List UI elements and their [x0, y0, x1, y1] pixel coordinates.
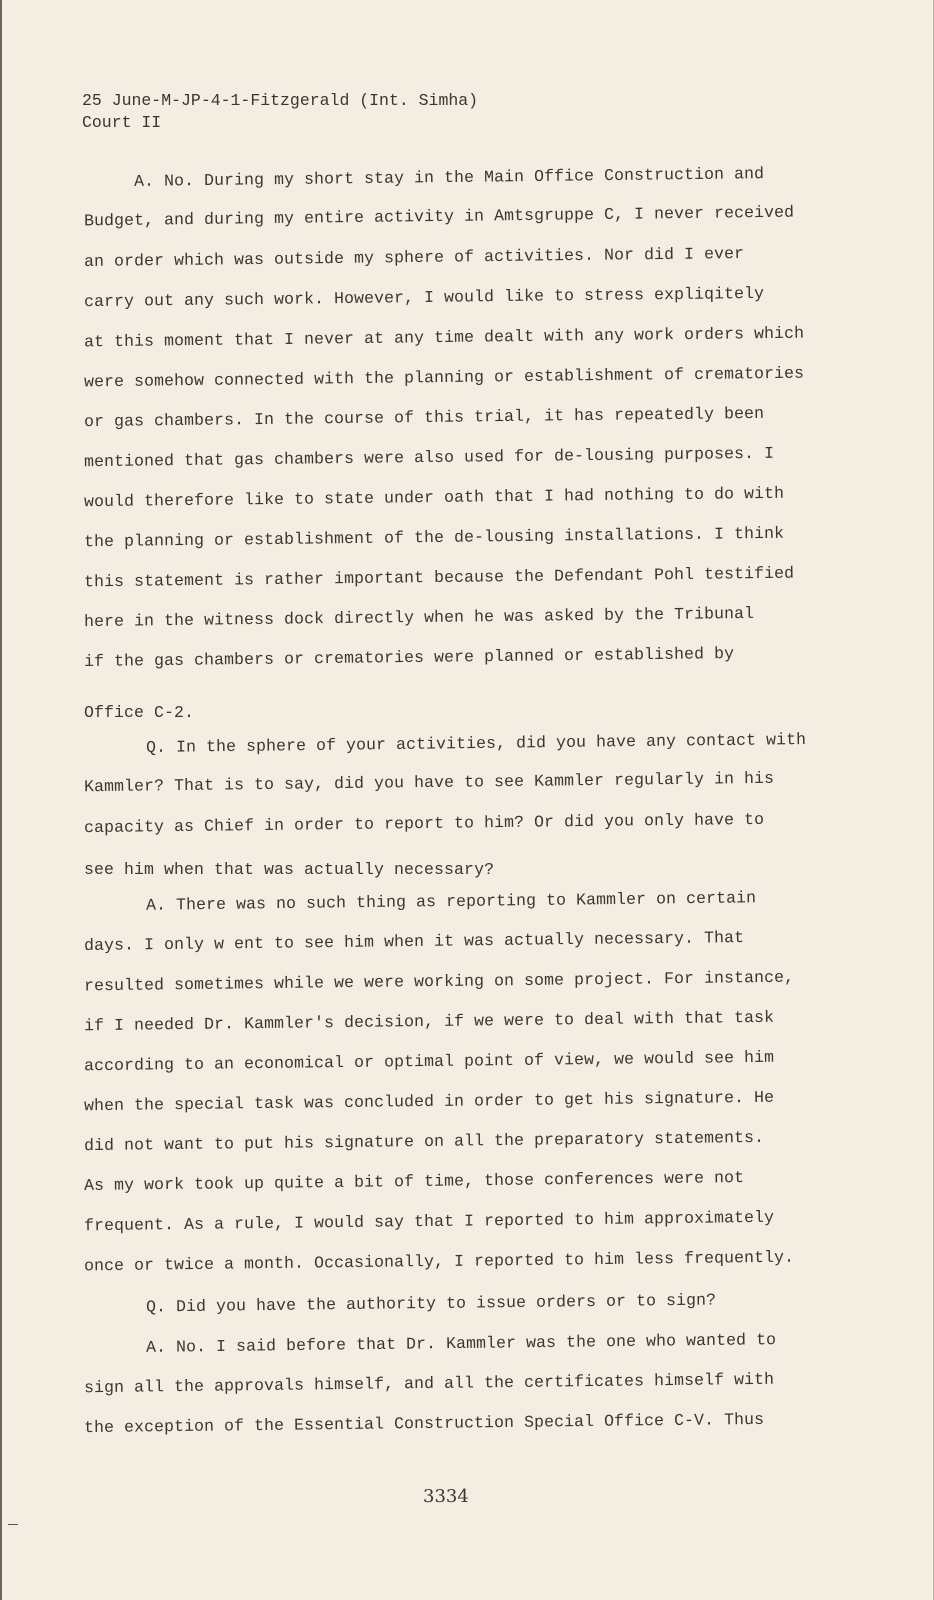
text-line: an order which was outside my sphere of activities. Nor did I ever	[83, 243, 745, 272]
text-line: or gas chambers. In the course of this trial, it has repeatedly been	[83, 403, 765, 432]
text-line: sign all the approvals himself, and all the certificates himself with	[83, 1369, 775, 1398]
text-line: at this moment that I never at any time dealt with any work orders which	[83, 323, 805, 352]
text-line: once or twice a month. Occasionally, I reported to him less frequently.	[83, 1247, 795, 1276]
text-line: Q. Did you have the authority to issue orders or to sign?	[145, 1290, 717, 1317]
text-line: frequent. As a rule, I would say that I reported to him approximately	[83, 1207, 775, 1236]
margin-mark	[8, 1524, 18, 1525]
text-line: the exception of the Essential Construction Special Office C-V. Thus	[83, 1409, 765, 1438]
text-line: carry out any such work. However, I would like to stress expliqitely	[83, 283, 765, 312]
text-line: were somehow connected with the planning or establishment of crematories	[83, 363, 805, 392]
text-line: mentioned that gas chambers were also used for de-lousing purposes. I	[83, 443, 775, 472]
text-line: Budget, and during my entire activity in Amtsgruppe C, I never received	[83, 202, 795, 231]
page-number: 3334	[423, 1486, 469, 1507]
text-line: Q. In the sphere of your activities, did you have any contact with	[145, 729, 807, 758]
text-line: if the gas chambers or crematories were planned or established by	[83, 644, 735, 671]
text-line: if I needed Dr. Kammler's decision, if we were to deal with that task	[83, 1007, 775, 1036]
text-line: resulted sometimes while we were working on some project. For instance,	[83, 967, 795, 996]
text-line: Kammler? That is to say, did you have to see Kammler regularly in his	[83, 768, 775, 797]
text-line: A. No. I said before that Dr. Kammler was the one who wanted to	[145, 1330, 777, 1357]
text-line: when the special task was concluded in order to get his signature. He	[83, 1087, 775, 1116]
document-header	[82, 90, 478, 134]
text-line: A. No. During my short stay in the Main Office Construction and	[133, 164, 765, 191]
text-line: A. There was no such thing as reporting to Kammler on certain	[145, 888, 757, 915]
text-line: Office C-2.	[84, 703, 195, 722]
text-line: see him when that was actually necessary?	[84, 860, 495, 879]
text-line: this statement is rather important because the Defendant Pohl testified	[83, 563, 795, 592]
header-court: Court II	[82, 113, 162, 132]
text-line: did not want to put his signature on all the preparatory statements.	[83, 1127, 765, 1156]
text-line: days. I only w ent to see him when it was actually necessary. That	[83, 927, 745, 956]
text-line: the planning or establishment of the de-lousing installations. I think	[83, 523, 785, 552]
header-reference: 25 June-M-JP-4-1-Fitzgerald (Int. Simha)	[82, 91, 479, 110]
text-line: would therefore like to state under oath that I had nothing to do with	[83, 483, 785, 512]
text-line: according to an economical or optimal point of view, we would see him	[83, 1047, 775, 1076]
text-line: capacity as Chief in order to report to him? Or did you only have to	[83, 809, 765, 838]
text-line: As my work took up quite a bit of time, those conferences were not	[83, 1167, 745, 1196]
text-line: here in the witness dock directly when he was asked by the Tribunal	[83, 603, 755, 632]
